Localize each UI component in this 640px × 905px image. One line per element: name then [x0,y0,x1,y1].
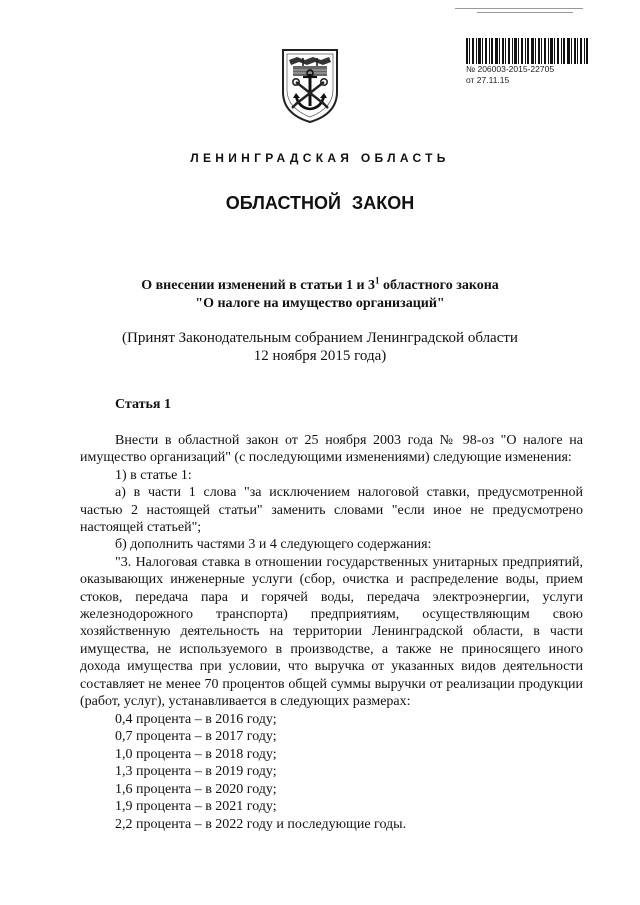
rate-2016: 0,4 процента – в 2016 году; [115,711,277,727]
new-part-3: "3. Налоговая ставка в отношении государственных унитарных предприятий, оказывающих инженерные услуги (сбор, очистка и распределение воды, прием стоков, передача пара и горячей воды, передача электроэнергии, услуги железнодорожного транспорта) предприятиям, осуществляющим свою хозяйственную деятельность на территории Ленинградской области, в части имущества, не используемого в производстве, а также не приносящего иного дохода имущества при условии, что выручка от указанных видов деятельности составляет не менее 70 процентов общей суммы выручки от реализации продукции (работ, услуг), устанавливается в следующих размерах: [80,554,583,710]
scan-artifact-lines [455,6,585,16]
rate-2019: 1,3 процента – в 2019 году; [115,764,277,780]
article-title: Статья 1 [115,397,171,412]
amendment-item-1b: б) дополнить частями 3 и 4 следующего содержания: [115,537,432,553]
law-heading-text-end: областного закона [379,278,499,293]
adoption-note-line-1: (Принят Законодательным собранием Ленинградской области [122,330,518,346]
registration-date: от 27.11.15 [466,75,510,85]
law-heading-superscript: 1 [375,275,380,286]
leningrad-oblast-coat-of-arms-icon [279,46,341,124]
rate-2020: 1,6 процента – в 2020 году; [115,781,277,797]
article-body [80,432,583,834]
law-heading-line-1 [0,277,640,295]
registration-number: № 206003-2015-22705 [466,64,555,74]
barcode-icon [466,38,588,64]
document-title: ОБЛАСТНОЙ ЗАКОН [225,193,415,213]
law-heading [0,277,640,313]
adoption-note [0,329,640,365]
article-intro: Внести в областной закон от 25 ноября 2003 года № 98-оз "О налоге на имущество организаций" (с последующими изменениями) следующие изменения: [80,433,583,466]
amendment-item-1a: а) в части 1 слова "за исключением налоговой ставки, предусмотренной частью 2 настоящей статьи" заменить словами "если иное не предусмотрено настоящей статьей"; [80,485,583,536]
rate-2017: 0,7 процента – в 2017 году; [115,729,277,745]
law-heading-line-2: "О налоге на имущество организаций" [195,296,445,311]
region-name: ЛЕНИНГРАДСКАЯ ОБЛАСТЬ [190,151,450,165]
rate-2018: 1,0 процента – в 2018 году; [115,746,277,762]
rate-2021: 1,9 процента – в 2021 году; [115,799,277,815]
law-heading-text: О внесении изменений в статьи 1 и 3 [141,278,376,293]
adoption-note-line-2: 12 ноября 2015 года) [253,348,387,364]
rate-2022: 2,2 процента – в 2022 году и последующие годы. [115,817,407,833]
amendment-item-1: 1) в статье 1: [115,467,192,483]
registration-stamp [466,38,596,86]
